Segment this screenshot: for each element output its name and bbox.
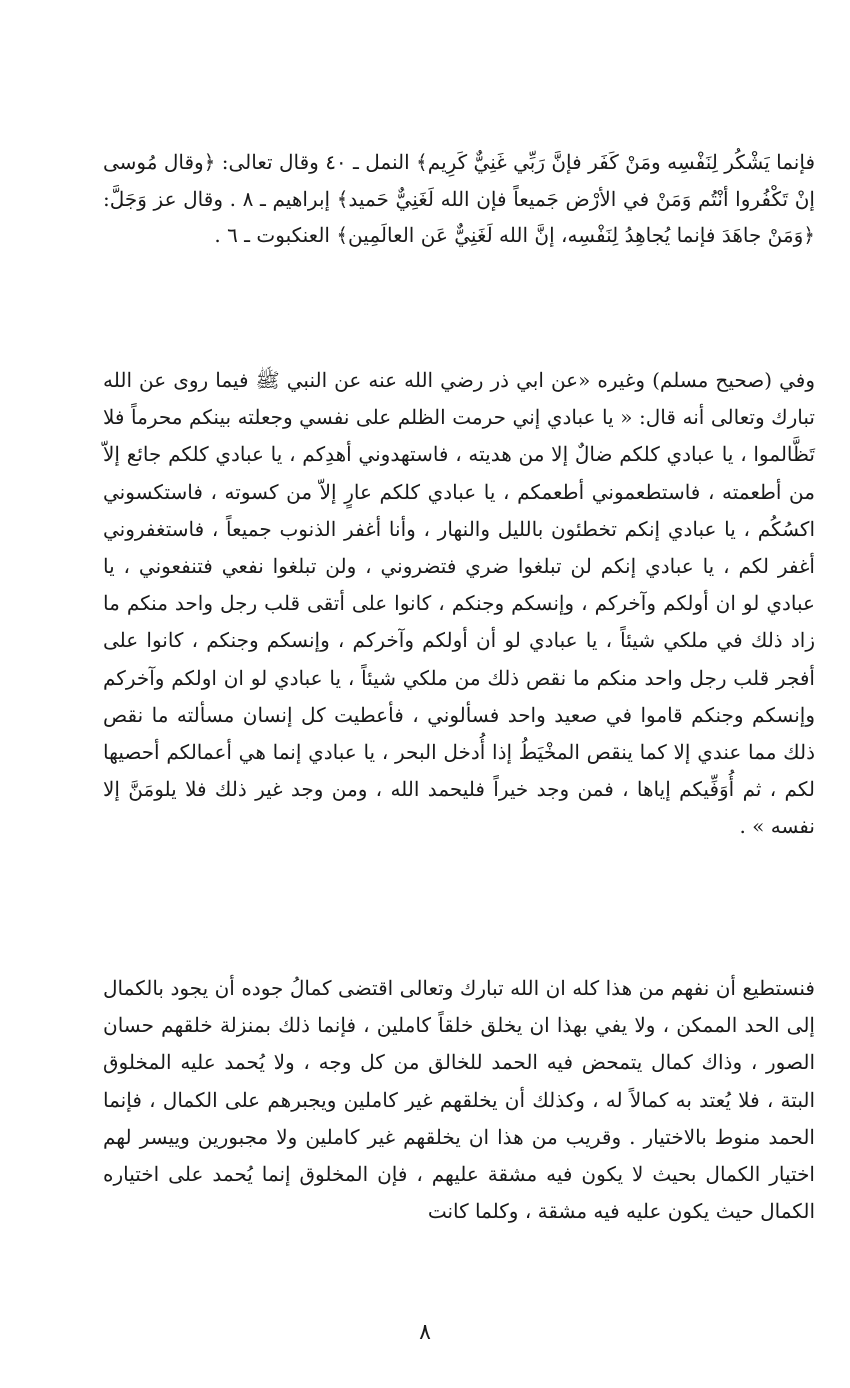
quran-citations-paragraph: فإنما يَشْكُر لِنَفْسِه ومَنْ كَفَر فإنَّ رَبِّي غَنِيٌّ كَرِيم﴾ النمل ـ ٤٠ وقال تعالى: ﴿وقال مُوسى إنْ تَكْفُروا أنْتُم وَمَنْ في الأرْض جَميعاً فإن الله لَغَنِيٌّ حَميد﴾ إبراهيم ـ ٨ . وقال عز وَجَلَّ: ﴿وَمَنْ جاهَدَ فإنما يُجاهِدُ لِنَفْسِه، إنَّ الله لَغَنِيٌّ عَن العالَمِين﴾ العنكبوت ـ ٦ . [103, 150, 816, 248]
hadith-paragraph: وفي (صحيح مسلم) وغيره «عن ابي ذر رضي الله عنه عن النبي ﷺ فيما روى عن الله تبارك وتعالى أنه قال: « يا عبادي إني حرمت الظلم على نفسي وجعلته بينكم محرماً فلا تَظَّالموا ، يا عبادي كلكم ضالٌ إلا من هديته ، فاستهدوني أهدِكم ، يا عبادي كلكم جائع إلاّ من أطعمته ، فاستطعموني أطعمكم ، يا عبادي كلكم عارٍ إلاّ من كسوته ، فاستكسوني اكسُكُم ، يا عبادي إنكم تخطئون بالليل والنهار ، وأنا أغفر الذنوب جميعاً ، فاستغفروني أغفر لكم ، يا عبادي إنكم لن تبلغوا ضري فتضروني ، ولن تبلغوا نفعي فتنفعوني ، يا عبادي لو ان أولكم وآخركم ، وإنسكم وجنكم ، كانوا على أتقى قلب رجل واحد منكم ما زاد ذلك في ملكي شيئاً ، يا عبادي لو أن أولكم وآخركم ، وإنسكم وجنكم ، كانوا على أفجر قلب رجل واحد منكم ما نقص ذلك من ملكي شيئاً ، يا عبادي لو ان اولكم وآخركم وإنسكم وجنكم قاموا في صعيد واحد فسألوني ، فأعطيت كل إنسان مسألته ما نقص ذلك مما عندي إلا كما ينقص المخْيَطُ إذا أُدخل البحر ، يا عبادي إنما هي أعمالكم أحصيها لكم ، ثم أُوَفِّيكم إياها ، فمن وجد خيراً فليحمد الله ، ومن وجد غير ذلك فلا يلومَنَّ إلا نفسه » . [103, 368, 815, 839]
page-number: ٨ [419, 1320, 431, 1345]
commentary-paragraph: فنستطيع أن نفهم من هذا كله ان الله تبارك وتعالى اقتضى كمالُ جوده أن يجود بالكمال إلى الحد الممكن ، ولا يفي بهذا ان يخلق خلقاً كاملين ، فإنما ذلك بمنزلة خلقهم حسان الصور ، وذاك كمال يتمحض فيه الحمد للخالق من كل وجه ، ولا يُحمد عليه المخلوق البتة ، فلا يُعتد به كمالاً له ، وكذلك أن يخلقهم غير كاملين ويجبرهم على الكمال ، فإنما الحمد منوط بالاختيار . وقريب من هذا ان يخلقهم غير كاملين ولا مجبورين وييسر لهم اختيار الكمال بحيث لا يكون فيه مشقة عليهم ، فإن المخلوق إنما يُحمد على اختياره الكمال حيث يكون عليه فيه مشقة ، وكلما كانت [103, 976, 815, 1224]
